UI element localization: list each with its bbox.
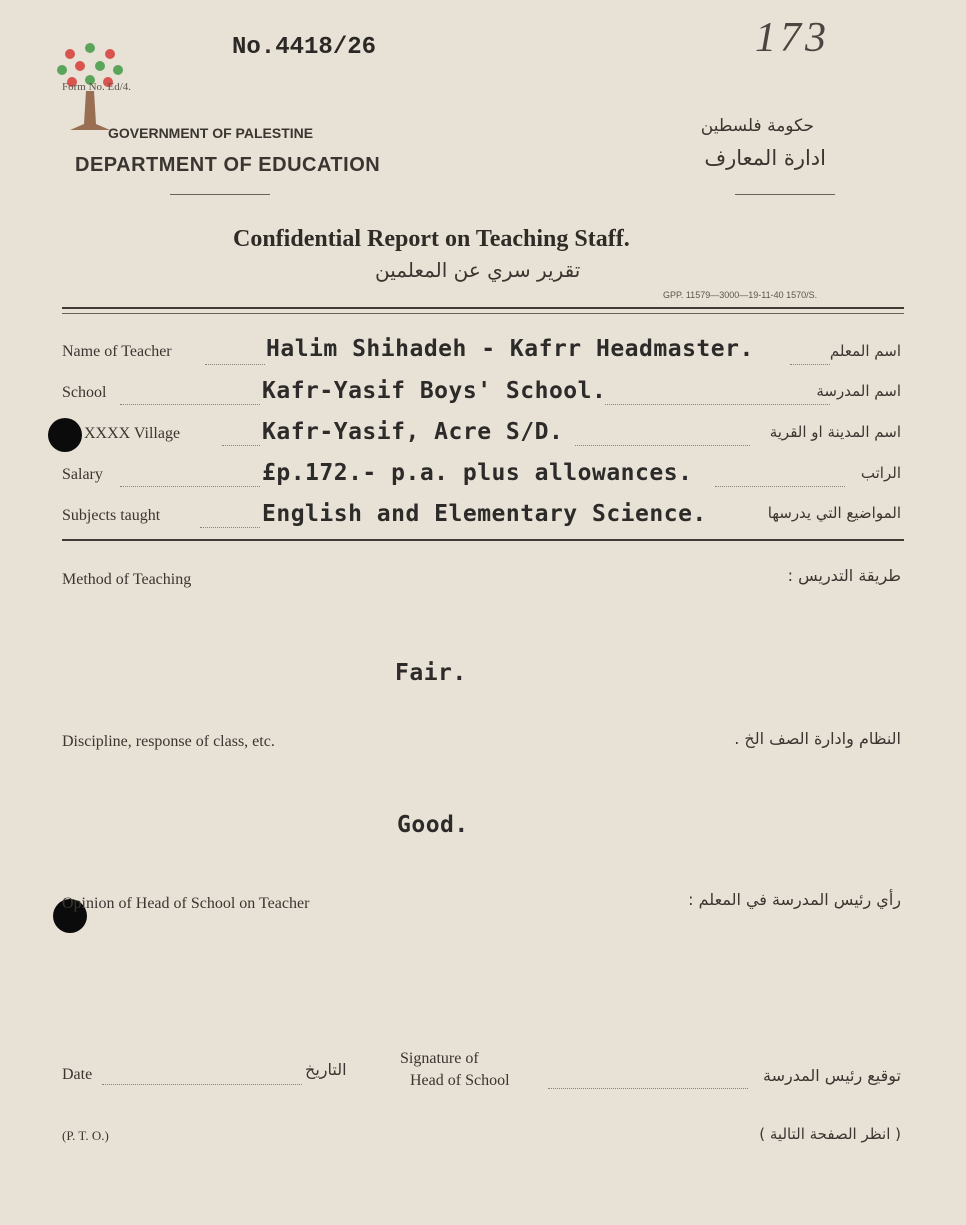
subjects-label: Subjects taught (62, 507, 161, 524)
punch-hole-top (48, 418, 82, 452)
teacher-name-value: Halim Shihadeh - Kafrr Headmaster. (266, 336, 754, 362)
school-value: Kafr-Yasif Boys' School. (262, 378, 607, 404)
pto-label-arabic: ( انظر الصفحة التالية ) (759, 1125, 901, 1143)
date-label: Date (62, 1066, 93, 1083)
discipline-label: Discipline, response of class, etc. (62, 733, 275, 750)
opinion-label: Opinion of Head of School on Teacher (62, 895, 310, 912)
school-label: School (62, 384, 107, 401)
signature-label-line2: Head of School (410, 1072, 510, 1089)
subjects-value: English and Elementary Science. (262, 501, 707, 527)
print-reference: GPP. 11579—3000—19-11-40 1570/S. (663, 290, 818, 300)
signature-label-arabic: توقيع رئيس المدرسة (763, 1066, 901, 1085)
signature-label-line1: Signature of (400, 1050, 479, 1067)
header-divider-left (170, 194, 270, 195)
report-title-arabic: تقرير سري عن المعلمين (375, 258, 581, 282)
fields-bottom-rule (62, 539, 904, 541)
village-value: Kafr-Yasif, Acre S/D. (262, 419, 564, 445)
department-title-arabic: ادارة المعارف (704, 146, 826, 170)
salary-value: £p.172.- p.a. plus allowances. (262, 460, 693, 486)
top-rule (62, 307, 904, 309)
village-label: XXXX Village (84, 425, 181, 442)
department-title: DEPARTMENT OF EDUCATION (75, 154, 381, 176)
school-label-arabic: اسم المدرسة (816, 382, 901, 400)
discipline-label-arabic: النظام وادارة الصف الخ . (734, 729, 901, 748)
government-title: GOVERNMENT OF PALESTINE (108, 125, 314, 141)
government-title-arabic: حكومة فلسطين (700, 116, 814, 136)
date-label-arabic: التاريخ (305, 1060, 347, 1079)
pto-label: (P. T. O.) (62, 1128, 109, 1143)
method-label-arabic: طريقة التدريس : (787, 566, 901, 585)
salary-label-arabic: الراتب (860, 464, 901, 482)
method-label: Method of Teaching (62, 571, 192, 588)
file-number: No.4418/26 (232, 34, 377, 61)
salary-label: Salary (62, 466, 103, 483)
teacher-name-label: Name of Teacher (62, 343, 172, 360)
form-number: Form No. Ed/4. (62, 81, 132, 93)
report-title: Confidential Report on Teaching Staff. (233, 226, 630, 252)
method-value: Fair. (395, 660, 467, 686)
header-divider-right (735, 194, 835, 195)
teacher-name-label-arabic: اسم المعلم (829, 342, 901, 360)
opinion-label-arabic: رأي رئيس المدرسة في المعلم : (688, 890, 901, 909)
top-rule-thin (62, 313, 904, 314)
village-label-arabic: اسم المدينة او القرية (769, 423, 901, 441)
subjects-label-arabic: المواضيع التي يدرسها (767, 504, 901, 522)
handwritten-number: 173 (755, 15, 830, 61)
discipline-value: Good. (397, 812, 469, 838)
